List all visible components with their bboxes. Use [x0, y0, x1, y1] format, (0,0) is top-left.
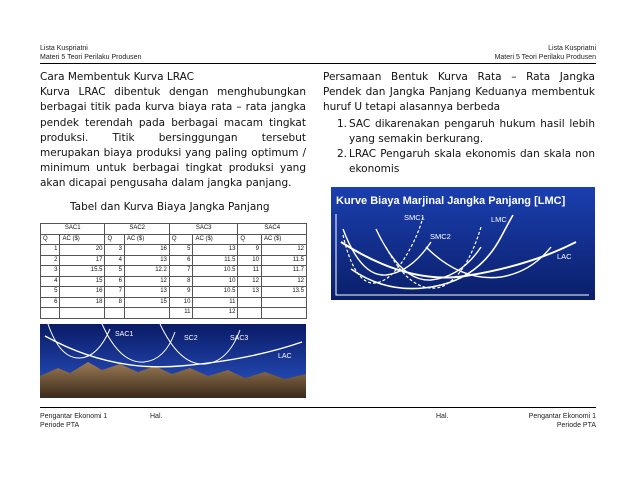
table-row	[41, 276, 307, 287]
table-cell: 11.5	[261, 255, 306, 266]
list-item	[323, 117, 595, 147]
table-cell: 12.2	[124, 266, 169, 277]
list-text: SAC dikarenakan pengaruh hukum hasil lebih yang semakin berkurang.	[349, 117, 595, 145]
table-cell: 5	[169, 245, 193, 256]
table-cell	[41, 308, 60, 319]
lmc-figure	[331, 187, 595, 300]
reasons-list	[323, 117, 595, 178]
table-cell: 2	[41, 255, 60, 266]
table-cell	[105, 308, 124, 319]
page-label: Hal.	[436, 413, 449, 420]
table-cell: 10.5	[193, 287, 238, 298]
table-cell: 3	[105, 245, 124, 256]
table-cell: 17	[60, 255, 105, 266]
header-right	[495, 44, 596, 62]
table-group-header	[41, 224, 307, 235]
column-header: AC ($)	[261, 234, 306, 245]
table-cell: 16	[124, 245, 169, 256]
column-header: AC ($)	[60, 234, 105, 245]
comparison-paragraph: Persamaan Bentuk Kurva Rata – Rata Jangka Pendek dan Jangka Panjang Keduanya membentuk huruf U tetapi alasannya berbeda	[323, 71, 595, 114]
course-name: Pengantar Ekonomi 1	[528, 413, 596, 420]
subject-title: Materi 5 Teori Perilaku Produsen	[40, 54, 142, 61]
table-cell: 10	[169, 297, 193, 308]
lmc-label: LMC	[491, 215, 507, 224]
column-header: AC ($)	[193, 234, 238, 245]
list-number: 1.	[337, 117, 348, 130]
table-cell	[60, 308, 105, 319]
group-header: SAC3	[169, 224, 238, 235]
table-cell: 8	[105, 297, 124, 308]
footer-right	[529, 412, 596, 430]
table-cell: 4	[41, 276, 60, 287]
footer-left	[40, 412, 107, 430]
author-name: Lista Kuspriatni	[548, 45, 596, 52]
header-left	[40, 44, 141, 62]
subject-title: Materi 5 Teori Perilaku Produsen	[494, 54, 596, 61]
table-cell: 15	[124, 297, 169, 308]
table-cell: 6	[41, 297, 60, 308]
lac-label: LAC	[557, 252, 572, 261]
table-sub-header	[41, 234, 307, 245]
table-cell: 12	[193, 308, 238, 319]
column-header: AC ($)	[124, 234, 169, 245]
cost-table	[40, 223, 307, 319]
group-header: SAC2	[105, 224, 169, 235]
figure-title: Kurve Biaya Marjinal Jangka Panjang [LMC]	[336, 195, 566, 207]
table-row	[41, 308, 307, 319]
table-title: Tabel dan Kurva Biaya Jangka Panjang	[70, 201, 270, 213]
table-row	[41, 266, 307, 277]
table-body	[41, 245, 307, 319]
table-cell: 10	[238, 255, 262, 266]
column-header: Q	[238, 234, 262, 245]
table-cell: 1	[41, 245, 60, 256]
smc1-label: SMC1	[404, 213, 425, 222]
table-cell: 10.5	[193, 266, 238, 277]
table-cell: 9	[238, 245, 262, 256]
table-cell: 11.5	[193, 255, 238, 266]
group-header: SAC1	[41, 224, 105, 235]
table-cell: 20	[60, 245, 105, 256]
table-cell: 7	[169, 266, 193, 277]
column-header: Q	[169, 234, 193, 245]
table-row	[41, 245, 307, 256]
table-cell: 13	[124, 287, 169, 298]
table-cell	[238, 297, 262, 308]
group-header: SAC4	[238, 224, 307, 235]
table-cell: 7	[105, 287, 124, 298]
table-cell: 13	[193, 245, 238, 256]
table-cell: 15	[60, 276, 105, 287]
table-cell: 11	[169, 308, 193, 319]
table-cell: 15.5	[60, 266, 105, 277]
table-cell: 4	[105, 255, 124, 266]
table-cell: 12	[261, 276, 306, 287]
lac-label: LAC	[278, 353, 292, 360]
table-cell: 13	[238, 287, 262, 298]
list-number: 2.	[337, 148, 348, 161]
table-cell	[124, 308, 169, 319]
table-cell: 11	[238, 266, 262, 277]
list-item	[323, 147, 595, 177]
table-cell: 13	[124, 255, 169, 266]
table-cell: 11	[193, 297, 238, 308]
table-cell: 10	[193, 276, 238, 287]
lrac-figure	[40, 324, 306, 398]
table-cell: 9	[169, 287, 193, 298]
course-name: Pengantar Ekonomi 1	[40, 413, 108, 420]
sac1-label: SAC1	[115, 331, 134, 338]
table-cell	[238, 308, 262, 319]
table-cell: 12	[238, 276, 262, 287]
right-column	[323, 70, 595, 177]
table-cell: 5	[41, 287, 60, 298]
table-cell	[261, 297, 306, 308]
list-text: LRAC Pengaruh skala ekonomis dan skala non ekonomis	[349, 148, 595, 176]
lrac-paragraph: Kurva LRAC dibentuk dengan menghubungkan berbagai titik pada kurva biaya rata – rata jangka pendek terendah pada berbagai macam tingkat produksi. Titik bersinggungan tersebut merupakan biaya produksi yang paling optimum / minimum untuk berbagai tingkat produksi yang akan dicapai pengusaha dalam jangka panjang.	[40, 86, 306, 190]
page-label: Hal.	[150, 413, 163, 420]
smc2-label: SMC2	[430, 232, 451, 241]
sac2-label: SC2	[184, 335, 198, 342]
table-cell: 12	[124, 276, 169, 287]
table-row	[41, 297, 307, 308]
table-cell: 3	[41, 266, 60, 277]
table-row	[41, 255, 307, 266]
header-divider	[40, 63, 596, 64]
column-header: Q	[41, 234, 60, 245]
footer-divider	[40, 407, 596, 408]
table-cell: 12	[261, 245, 306, 256]
period-name: Periode PTA	[40, 422, 80, 429]
table-row	[41, 287, 307, 298]
table-cell: 11.7	[261, 266, 306, 277]
left-column	[40, 70, 306, 192]
table-cell: 16	[60, 287, 105, 298]
table-cell: 6	[105, 276, 124, 287]
period-name: Periode PTA	[556, 422, 596, 429]
column-header: Q	[105, 234, 124, 245]
author-name: Lista Kuspriatni	[40, 45, 88, 52]
table-cell: 13.5	[261, 287, 306, 298]
table-cell	[261, 308, 306, 319]
table-cell: 8	[169, 276, 193, 287]
table-cell: 6	[169, 255, 193, 266]
table-cell: 18	[60, 297, 105, 308]
section-title: Cara Membentuk Kurva LRAC	[40, 71, 194, 83]
table-cell: 5	[105, 266, 124, 277]
sac3-label: SAC3	[230, 335, 249, 342]
